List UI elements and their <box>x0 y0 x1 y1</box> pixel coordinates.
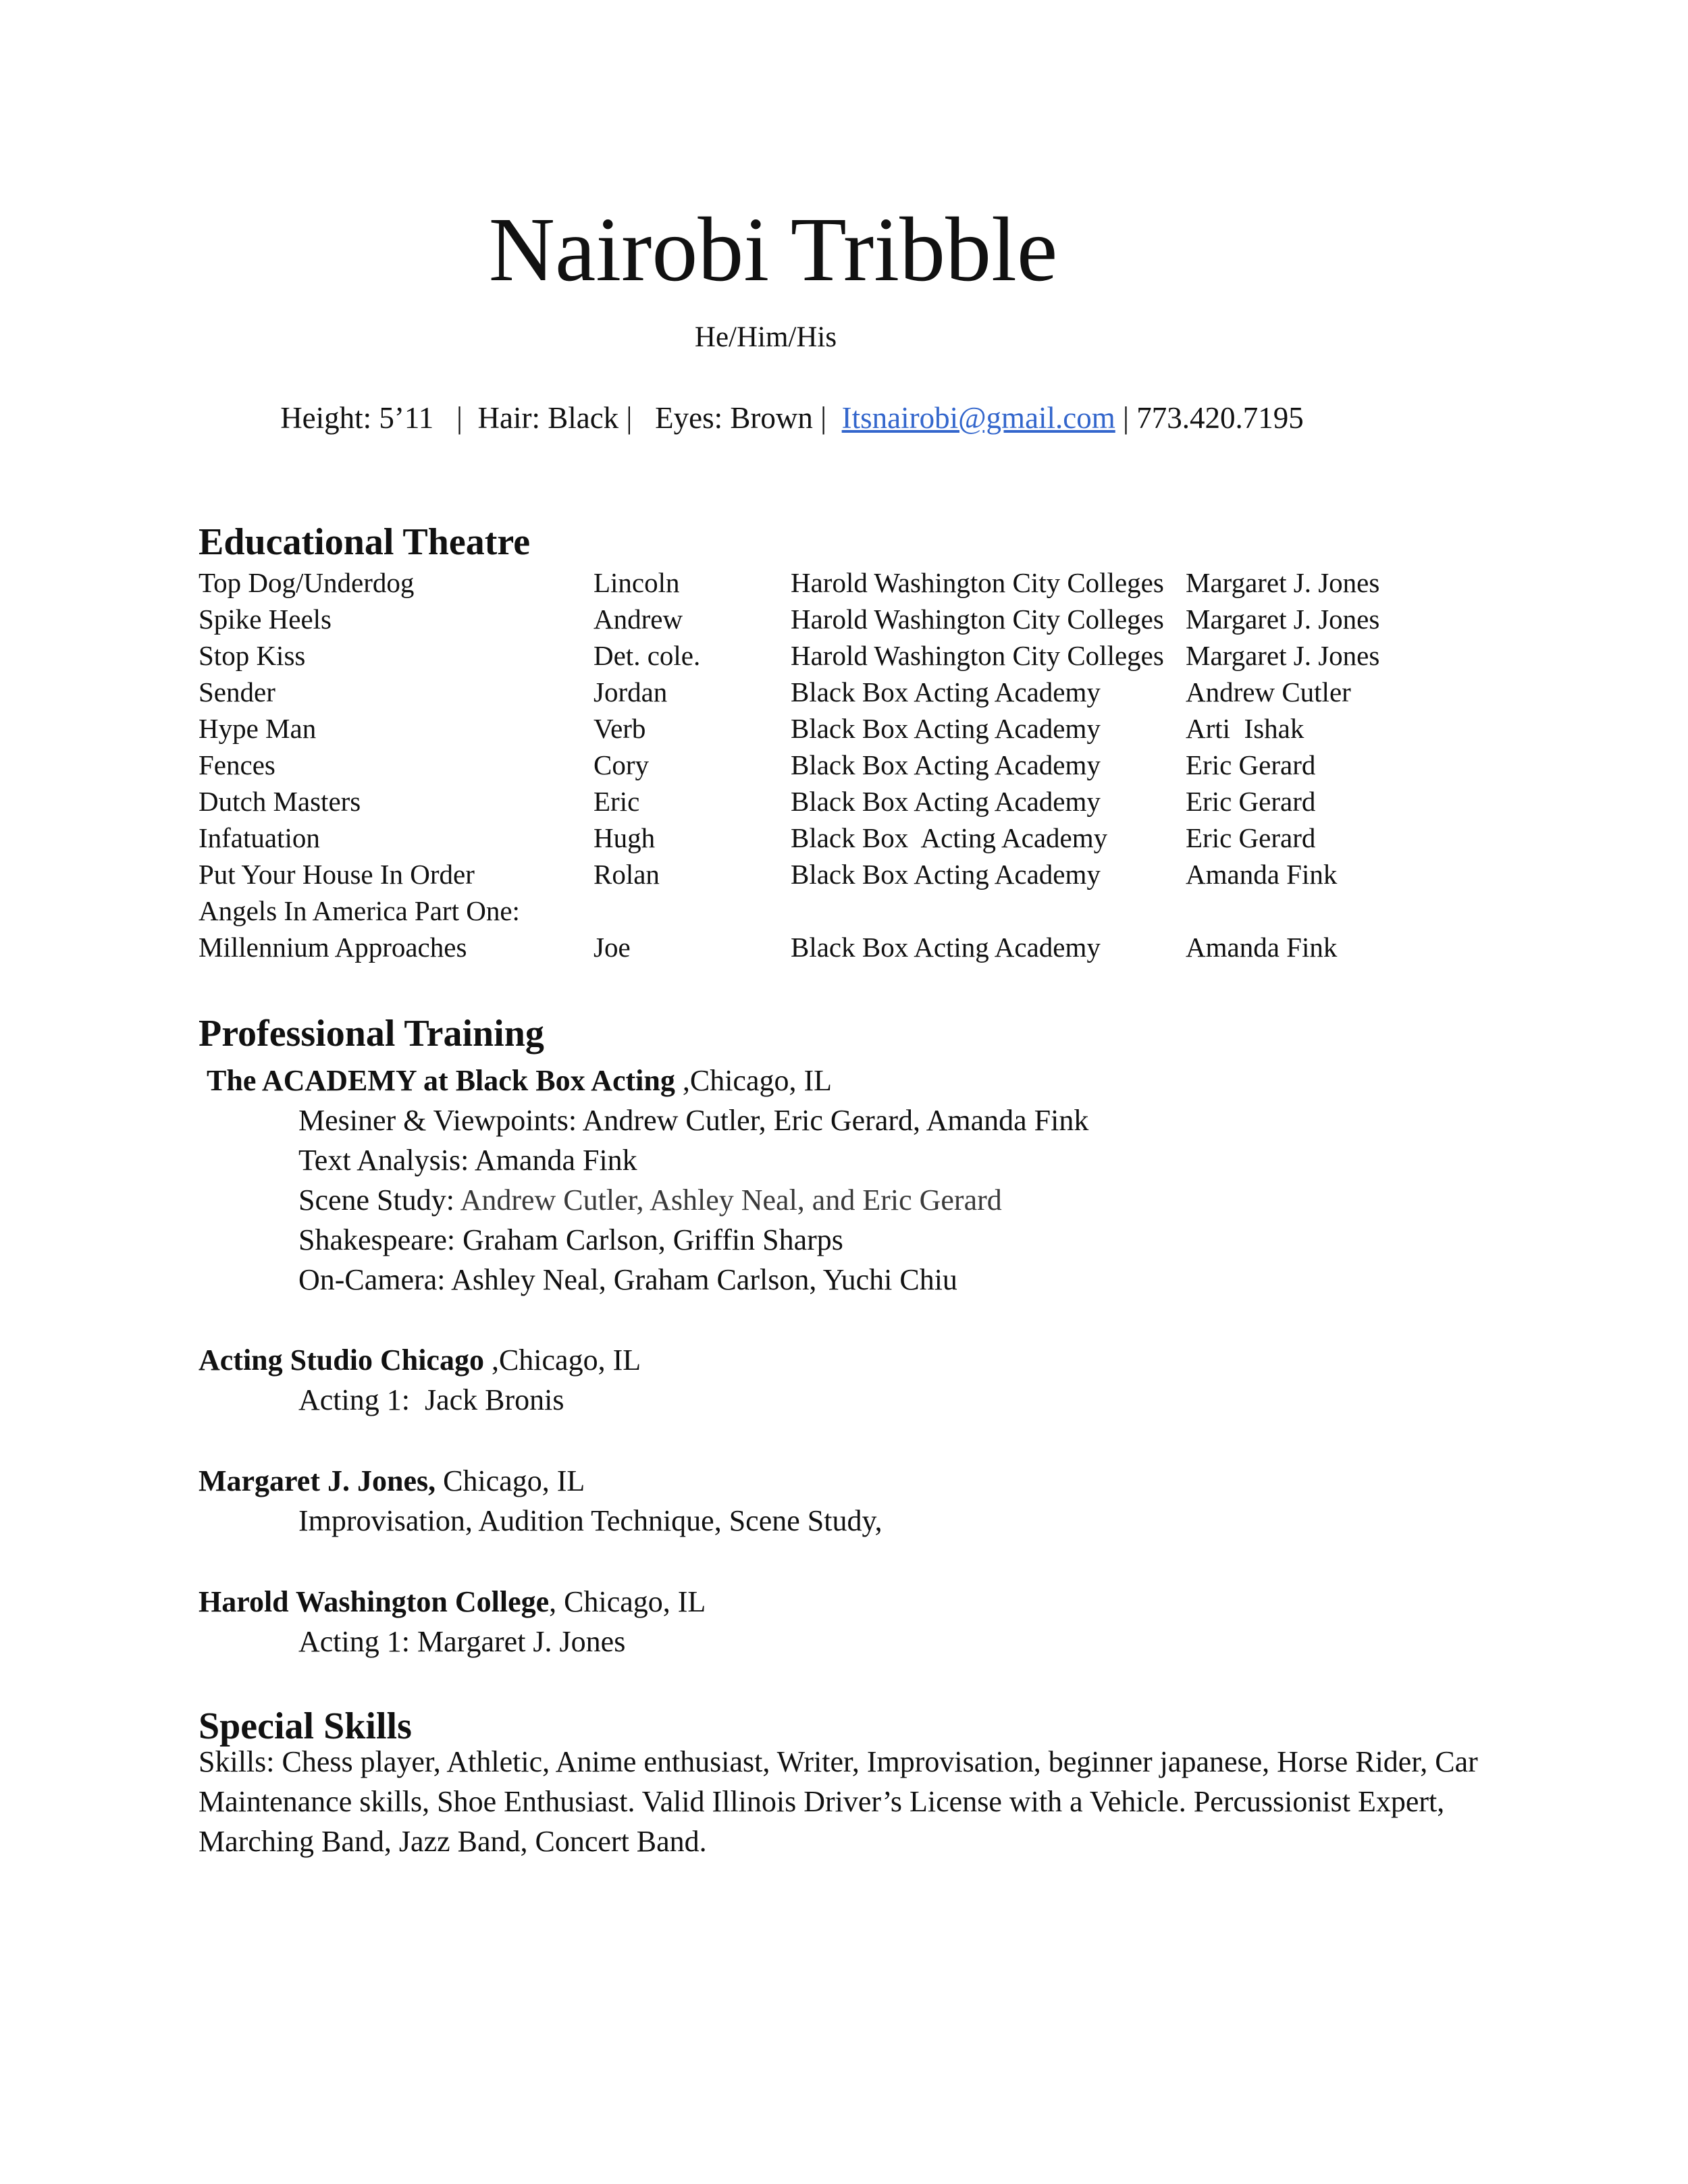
director: Andrew Cutler <box>1186 676 1351 708</box>
director: Margaret J. Jones <box>1186 567 1380 598</box>
table-row <box>199 783 1481 820</box>
role: Eric <box>594 786 640 817</box>
table-row <box>199 637 1481 674</box>
table-row <box>199 929 1481 965</box>
director: Eric Gerard <box>1186 749 1316 780</box>
table-row <box>199 564 1481 601</box>
table-row <box>199 820 1481 856</box>
venue: Black Box Acting Academy <box>791 676 1101 708</box>
harold-line: Acting 1: Margaret J. Jones <box>298 1625 626 1658</box>
production-title: Put Your House In Order <box>199 859 475 890</box>
harold-location: , Chicago, IL <box>549 1585 706 1618</box>
venue: Black Box Acting Academy <box>791 713 1101 744</box>
table-row <box>199 674 1481 710</box>
role: Cory <box>594 749 649 780</box>
role: Det. cole. <box>594 640 701 671</box>
table-row <box>199 601 1481 637</box>
director: Eric Gerard <box>1186 786 1316 817</box>
role: Andrew <box>594 604 683 635</box>
pronouns: He/Him/His <box>694 321 837 353</box>
venue: Harold Washington City Colleges <box>791 567 1164 598</box>
role: Hugh <box>594 822 656 853</box>
venue: Black Box Acting Academy <box>791 786 1101 817</box>
director: Margaret J. Jones <box>1186 604 1380 635</box>
production-title: Hype Man <box>199 713 317 744</box>
production-title: Infatuation <box>199 822 320 853</box>
phone-text: | 773.420.7195 <box>1115 401 1304 435</box>
margaret-name: Margaret J. Jones, <box>199 1464 436 1497</box>
table-row <box>199 893 1481 929</box>
production-title: Angels In America Part One: <box>199 895 520 926</box>
margaret-location: Chicago, IL <box>436 1464 585 1497</box>
studio-line: Acting 1: Jack Bronis <box>298 1383 564 1416</box>
academy-line: Text Analysis: Amanda Fink <box>298 1144 637 1177</box>
director: Amanda Fink <box>1186 859 1338 890</box>
academy-line <box>298 1180 1002 1220</box>
role: Jordan <box>594 676 668 708</box>
special-skills-text: Skills: Chess player, Athletic, Anime enthusiast, Writer, Improvisation, beginner japanese, Horse Rider, Car Maintenance skills, Shoe Enthusiast. Valid Illinois Driver’s License with a Vehicle. Percussionist Expert, Marching Band, Jazz Band, Concert Band. <box>199 1745 1478 1858</box>
director: Eric Gerard <box>1186 822 1316 853</box>
scene-study-teachers: Andrew Cutler, Ashley Neal, and Eric Gerard <box>460 1183 1002 1217</box>
academy-line: On-Camera: Ashley Neal, Graham Carlson, Yuchi Chiu <box>298 1263 957 1296</box>
academy-location: ,Chicago, IL <box>675 1064 833 1097</box>
special-skills-heading: Special Skills <box>199 1705 412 1747</box>
production-title: Dutch Masters <box>199 786 361 817</box>
director: Margaret J. Jones <box>1186 640 1380 671</box>
academy-entry <box>207 1061 832 1100</box>
email-link[interactable]: Itsnairobi@gmail.com <box>841 401 1115 435</box>
venue: Harold Washington City Colleges <box>791 604 1164 635</box>
production-title: Spike Heels <box>199 604 332 635</box>
production-title: Sender <box>199 676 275 708</box>
role: Lincoln <box>594 567 680 598</box>
table-row <box>199 710 1481 747</box>
stats-text: Height: 5’11 | Hair: Black | Eyes: Brown | <box>280 401 842 435</box>
contact-line <box>0 398 1584 437</box>
professional-training-heading: Professional Training <box>199 1013 544 1055</box>
academy-line: Mesiner & Viewpoints: Andrew Cutler, Eric Gerard, Amanda Fink <box>298 1104 1089 1137</box>
production-title: Top Dog/Underdog <box>199 567 415 598</box>
venue: Harold Washington City Colleges <box>791 640 1164 671</box>
production-title: Stop Kiss <box>199 640 306 671</box>
resume-name: Nairobi Tribble <box>488 199 1058 300</box>
venue: Black Box Acting Academy <box>791 822 1108 853</box>
studio-name: Acting Studio Chicago <box>199 1343 484 1377</box>
educational-theatre-heading: Educational Theatre <box>199 521 531 563</box>
studio-entry <box>199 1340 641 1380</box>
studio-location: ,Chicago, IL <box>483 1343 641 1377</box>
table-row <box>199 747 1481 783</box>
role: Verb <box>594 713 646 744</box>
production-title: Fences <box>199 749 275 780</box>
academy-name: The ACADEMY at Black Box Acting <box>207 1064 675 1097</box>
director: Amanda Fink <box>1186 932 1338 963</box>
harold-entry <box>199 1582 706 1622</box>
venue: Black Box Acting Academy <box>791 932 1101 963</box>
table-row <box>199 856 1481 893</box>
margaret-line: Improvisation, Audition Technique, Scene Study, <box>298 1504 882 1537</box>
academy-line: Shakespeare: Graham Carlson, Griffin Sharps <box>298 1223 843 1256</box>
director: Arti Ishak <box>1186 713 1304 744</box>
venue: Black Box Acting Academy <box>791 859 1101 890</box>
scene-study-label: Scene Study: <box>298 1183 460 1217</box>
venue: Black Box Acting Academy <box>791 749 1101 780</box>
margaret-entry <box>199 1461 585 1501</box>
production-title: Millennium Approaches <box>199 932 467 963</box>
role: Joe <box>594 932 631 963</box>
role: Rolan <box>594 859 660 890</box>
harold-name: Harold Washington College <box>199 1585 550 1618</box>
educational-theatre-table <box>199 564 1481 965</box>
